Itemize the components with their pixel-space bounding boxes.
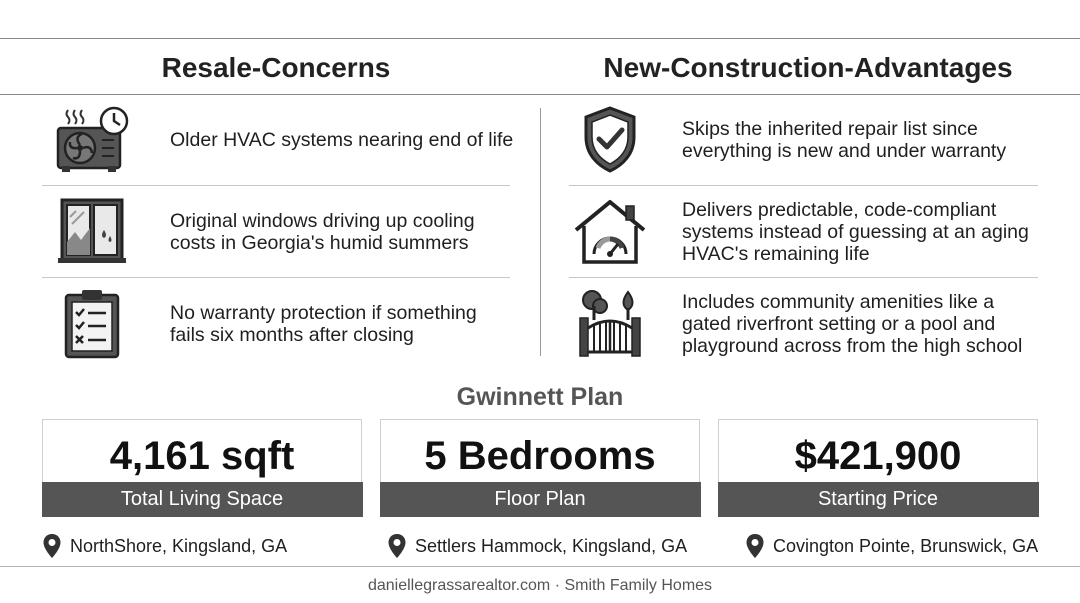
advantage-item-text-line: playground across from the high school [682, 335, 1023, 357]
location-text: NorthShore, Kingsland, GA [70, 535, 288, 556]
clipboard-checklist-icon [52, 284, 132, 364]
stat-value: 4,161 sqft [109, 434, 295, 478]
advantage-item-text-line: gated riverfront setting or a pool and [682, 313, 996, 335]
advantage-item-text-line: HVAC's remaining life [682, 243, 870, 265]
resale-item-text-line: Older HVAC systems nearing end of life [170, 129, 514, 151]
map-pin-icon [42, 533, 62, 559]
row-separator [569, 277, 1038, 278]
resale-item-text-line: Original windows driving up cooling [170, 210, 475, 232]
resale-concerns-title: Resale-Concerns [161, 52, 391, 83]
resale-item-warranty [52, 284, 477, 364]
advantage-item-amenities [570, 284, 1022, 364]
footer-credit: daniellegrassarealtor.com · Smith Family Homes [367, 577, 713, 594]
location-covington-pointe [745, 533, 1038, 559]
advantage-item-text-line: systems instead of guessing at an aging [682, 221, 1029, 243]
top-rule [0, 38, 1080, 39]
location-northshore [42, 533, 287, 559]
resale-item-text-line: fails six months after closing [170, 324, 414, 346]
advantage-item-text-line: Delivers predictable, code-compliant [682, 199, 997, 221]
stat-label: Total Living Space [42, 482, 363, 517]
stat-card-bedrooms [380, 419, 700, 516]
resale-item-text-line: costs in Georgia's humid summers [170, 232, 469, 254]
stat-label: Floor Plan [380, 482, 701, 517]
resale-item-hvac [52, 100, 513, 180]
location-text: Settlers Hammock, Kingsland, GA [415, 535, 688, 556]
shield-check-icon [570, 100, 650, 180]
row-separator [42, 185, 510, 186]
advantage-item-systems [570, 192, 1029, 272]
row-separator [42, 277, 510, 278]
resale-item-text-line: No warranty protection if something [170, 302, 477, 324]
location-text: Covington Pointe, Brunswick, GA [773, 535, 1039, 556]
header-rule [0, 94, 1080, 95]
column-divider [540, 108, 541, 356]
location-settlers-hammock [387, 533, 687, 559]
stat-value: 5 Bedrooms [424, 434, 656, 478]
gated-community-icon [570, 284, 650, 364]
house-gauge-icon [570, 192, 650, 272]
hvac-unit-icon [52, 100, 132, 180]
advantage-item-text-line: Skips the inherited repair list since [682, 118, 978, 140]
stat-label: Starting Price [718, 482, 1039, 517]
advantage-item-text-line: Includes community amenities like a [682, 291, 995, 313]
map-pin-icon [745, 533, 765, 559]
window-icon [52, 192, 132, 272]
advantage-item-text-line: everything is new and under warranty [682, 140, 1007, 162]
new-construction-advantages-title: New-Construction-Advantages [603, 52, 1013, 83]
stat-card-price [718, 419, 1038, 516]
footer-rule [0, 566, 1080, 567]
map-pin-icon [387, 533, 407, 559]
resale-item-windows [52, 192, 475, 272]
row-separator [569, 185, 1038, 186]
stat-card-living-space [42, 419, 362, 516]
plan-title: Gwinnett Plan [456, 383, 624, 411]
stat-value: $421,900 [794, 434, 962, 478]
advantage-item-warranty [570, 100, 1006, 180]
